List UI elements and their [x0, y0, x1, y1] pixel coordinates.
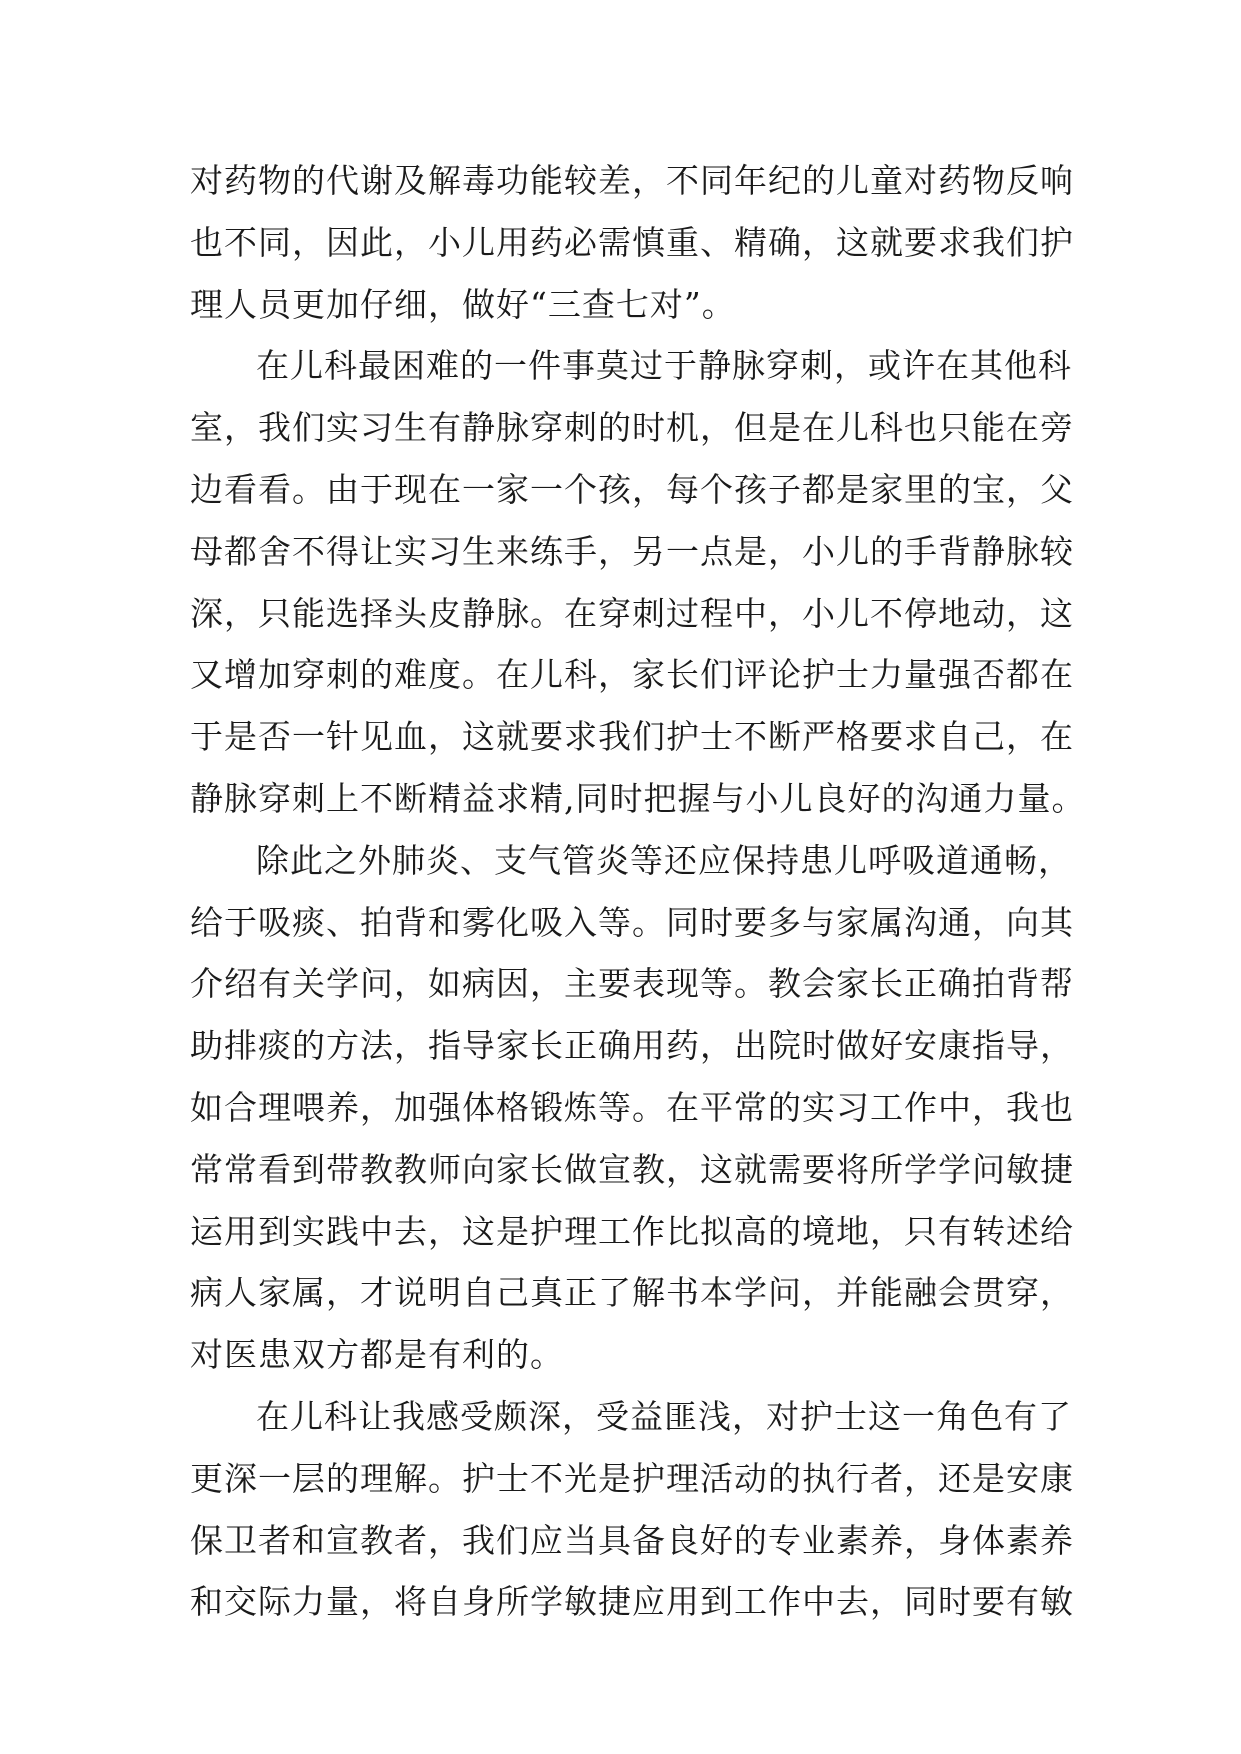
paragraph [190, 150, 1074, 335]
text-line: 静脉穿刺上不断精益求精,同时把握与小儿良好的沟通力量。 [190, 778, 1086, 818]
text-line: 在儿科让我感受颇深，受益匪浅，对护士这一角色有了 [256, 1396, 1072, 1436]
text-line: 运用到实践中去，这是护理工作比拟高的境地，只有转述给 [190, 1211, 1074, 1251]
text-line: 如合理喂养，加强体格锻炼等。在平常的实习工作中，我也 [190, 1087, 1074, 1127]
text-line: 病人家属，才说明自己真正了解书本学问，并能融会贯穿， [190, 1273, 1074, 1313]
text-line: 对医患双方都是有利的。 [190, 1335, 564, 1375]
text-line: 也不同，因此，小儿用药必需慎重、精确，这就要求我们护 [190, 222, 1074, 262]
text-line: 保卫者和宣教者，我们应当具备良好的专业素养，身体素养 [190, 1520, 1074, 1560]
text-line: 介绍有关学问，如病因，主要表现等。教会家长正确拍背帮 [190, 964, 1074, 1004]
text-line: 和交际力量，将自身所学敏捷应用到工作中去，同时要有敏 [190, 1582, 1074, 1622]
document-body [190, 150, 1086, 1633]
text-line: 对药物的代谢及解毒功能较差，不同年纪的儿童对药物反响 [190, 161, 1074, 200]
text-line: 室，我们实习生有静脉穿刺的时机，但是在儿科也只能在旁 [190, 408, 1074, 448]
text-line: 更深一层的理解。护士不光是护理活动的执行者，还是安康 [190, 1458, 1074, 1498]
text-line: 理人员更加仔细，做好“三查七对”。 [190, 284, 736, 324]
text-line: 给于吸痰、拍背和雾化吸入等。同时要多与家属沟通，向其 [190, 902, 1074, 942]
paragraph [190, 1386, 1074, 1633]
paragraph [190, 830, 1074, 1386]
text-line: 边看看。由于现在一家一个孩，每个孩子都是家里的宝，父 [190, 469, 1074, 509]
text-line: 于是否一针见血，这就要求我们护士不断严格要求自己，在 [190, 717, 1074, 757]
text-line: 深，只能选择头皮静脉。在穿刺过程中，小儿不停地动，这 [190, 593, 1074, 633]
text-line: 母都舍不得让实习生来练手，另一点是，小儿的手背静脉较 [190, 531, 1074, 571]
text-line: 又增加穿刺的难度。在儿科，家长们评论护士力量强否都在 [190, 655, 1074, 695]
text-line: 在儿科最困难的一件事莫过于静脉穿刺，或许在其他科 [256, 346, 1072, 386]
text-line: 常常看到带教教师向家长做宣教，这就需要将所学学问敏捷 [190, 1149, 1074, 1189]
text-line: 助排痰的方法，指导家长正确用药，出院时做好安康指导， [190, 1026, 1074, 1066]
paragraph [190, 335, 1086, 829]
text-line: 除此之外肺炎、支气管炎等还应保持患儿呼吸道通畅， [256, 840, 1072, 880]
